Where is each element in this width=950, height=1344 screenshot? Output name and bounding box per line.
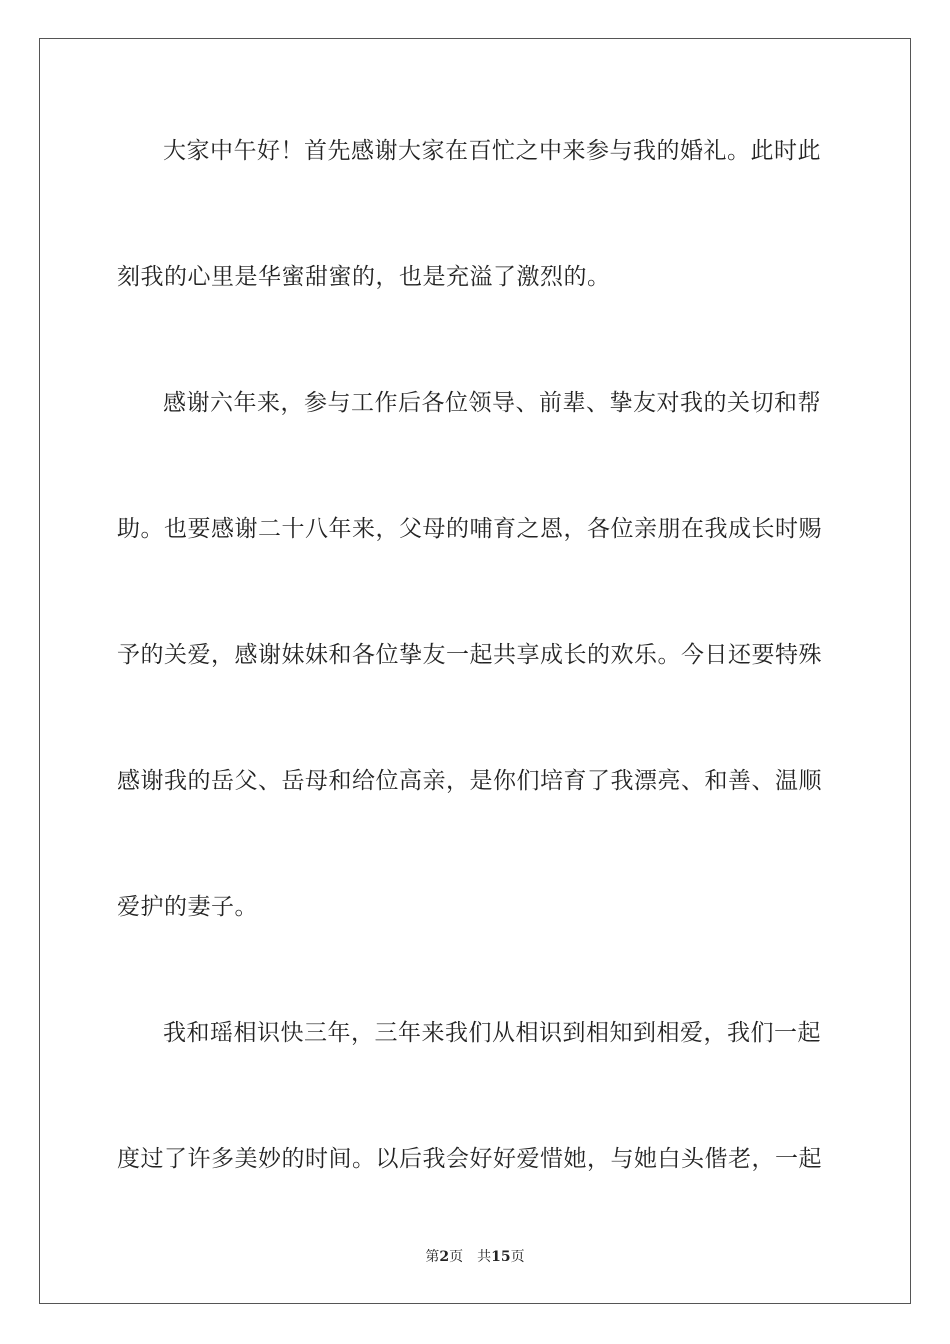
text-line: 我和瑶相识快三年，三年来我们从相识到相知到相爱，我们一起	[163, 1020, 821, 1046]
document-body	[117, 124, 833, 1258]
total-pages: 15	[491, 1249, 511, 1265]
text-line: 刻我的心里是华蜜甜蜜的，也是充溢了激烈的。	[117, 264, 611, 290]
total-prefix: 共	[477, 1249, 492, 1265]
text-line: 感谢六年来，参与工作后各位领导、前辈、挚友对我的关切和帮	[163, 390, 821, 416]
page-prefix: 第	[425, 1249, 440, 1265]
text-line: 助。也要感谢二十八年来，父母的哺育之恩，各位亲朋在我成长时赐	[117, 516, 822, 542]
page-footer	[0, 1246, 950, 1266]
text-line: 爱护的妻子。	[117, 894, 258, 920]
text-line: 予的关爱，感谢妹妹和各位挚友一起共享成长的欢乐。今日还要特殊	[117, 642, 822, 668]
text-line: 大家中午好！首先感谢大家在百忙之中来参与我的婚礼。此时此	[163, 138, 821, 164]
page-number: 2	[439, 1249, 450, 1265]
text-line: 感谢我的岳父、岳母和给位高亲，是你们培育了我漂亮、和善、温顺	[117, 768, 822, 794]
text-line: 度过了许多美妙的时间。以后我会好好爱惜她，与她白头偕老，一起	[117, 1146, 822, 1172]
page-suffix: 页	[449, 1249, 464, 1265]
total-suffix: 页	[510, 1249, 525, 1265]
